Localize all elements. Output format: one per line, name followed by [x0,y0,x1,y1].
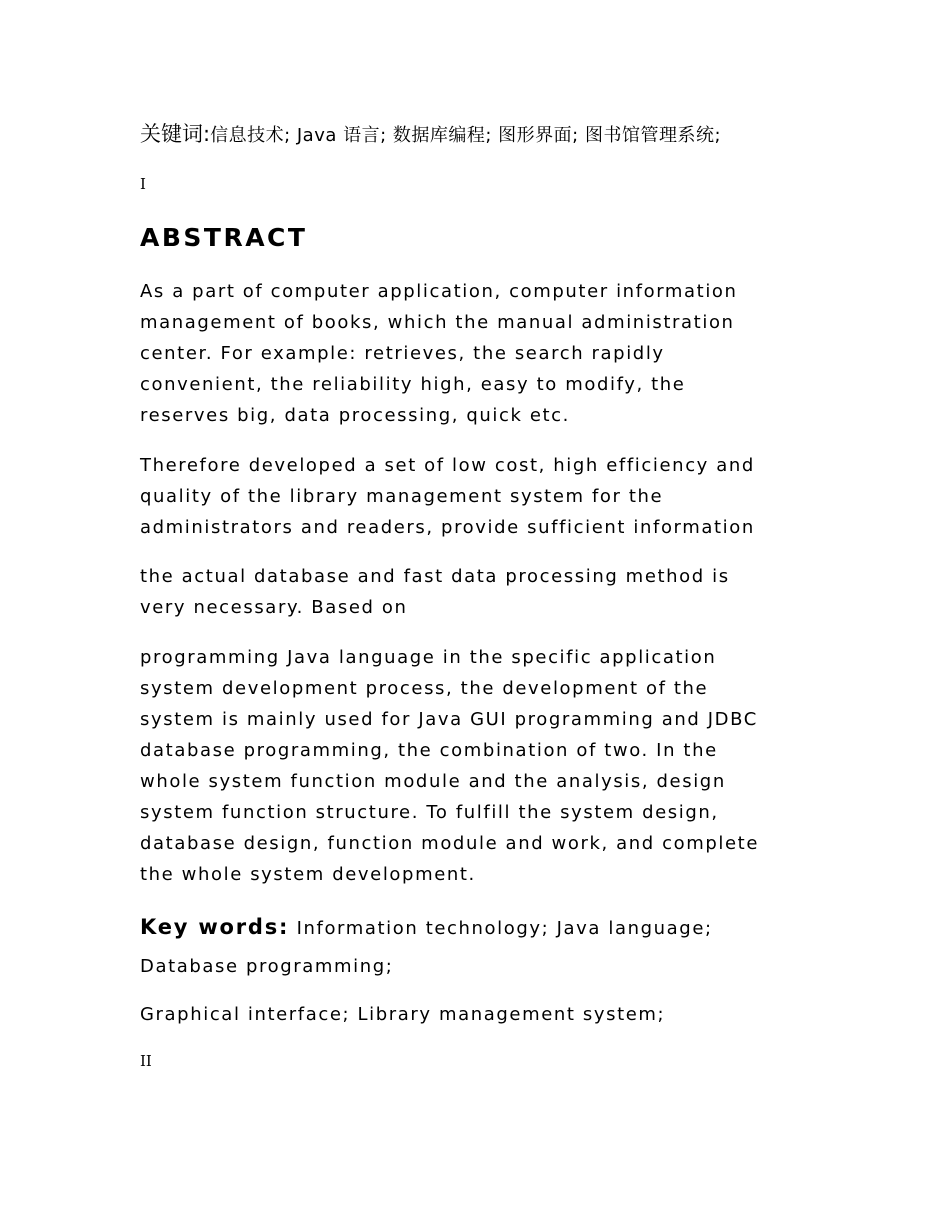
page-number-ii: II [140,1052,152,1070]
paragraph-line: programming Java language in the specific application [140,647,717,668]
paragraph-line: center. For example: retrieves, the search rapidly [140,343,665,364]
english-keywords-line-2: Database programming; [140,956,394,977]
english-keywords-label: Key words: [140,915,290,939]
abstract-heading: ABSTRACT [140,223,308,252]
paragraph-line: very necessary. Based on [140,597,408,618]
english-keywords-line-3: Graphical interface; Library management system; [140,1004,666,1025]
paragraph-line: Therefore developed a set of low cost, high efficiency and [140,455,755,476]
paragraph-line: whole system function module and the analysis, design [140,771,726,792]
page-number-i: I [140,175,146,193]
chinese-keywords-label: 关键词: [140,122,211,146]
paragraph-line: the actual database and fast data processing method is [140,566,730,587]
paragraph-line: quality of the library management system for the [140,486,664,507]
abstract-paragraph-2 [140,450,820,543]
paragraph-line: reserves big, data processing, quick etc. [140,405,570,426]
abstract-paragraph-1 [140,276,820,431]
english-keywords-terms-1: Information technology; Java language; [296,918,713,939]
paragraph-line: the whole system development. [140,864,476,885]
chinese-keywords [140,119,820,151]
paragraph-line: database programming, the combination of two. In the [140,740,718,761]
paragraph-line: As a part of computer application, computer information [140,281,738,302]
paragraph-line: management of books, which the manual administration [140,312,735,333]
paragraph-line: administrators and readers, provide sufficient information [140,517,755,538]
abstract-paragraph-3 [140,561,820,623]
paragraph-line: system is mainly used for Java GUI programming and JDBC [140,709,758,730]
paragraph-line: system development process, the development of the [140,678,709,699]
english-keywords-line-1 [140,908,820,948]
chinese-keywords-terms: 信息技术; Java 语言; 数据库编程; 图形界面; 图书馆管理系统; [210,125,722,146]
english-keywords-continued [140,999,820,1030]
abstract-paragraph-4 [140,642,820,890]
paragraph-line: convenient, the reliability high, easy to modify, the [140,374,686,395]
english-keywords [140,908,820,986]
paragraph-line: database design, function module and work, and complete [140,833,760,854]
paragraph-line: system function structure. To fulfill the system design, [140,802,719,823]
